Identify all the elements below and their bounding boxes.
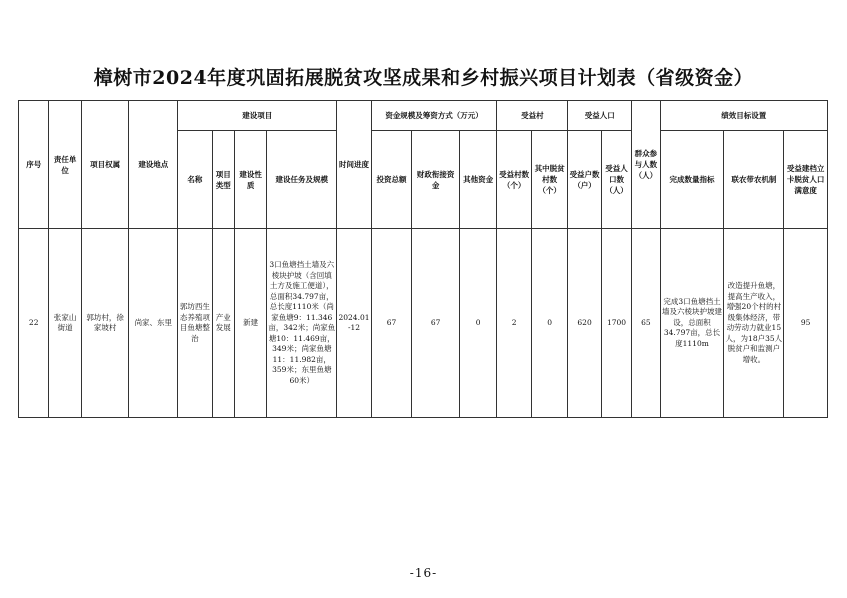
cell-participants: 65 — [632, 229, 660, 418]
header-output: 完成数量指标 — [660, 131, 724, 229]
cell-category: 郭坊村，徐家坡村 — [81, 229, 129, 418]
cell-mechanism: 改造提升鱼塘，提高生产收入，增强20个村的村级集体经济，带动劳动力就业15人，为18户35人脱贫户和监测户增收。 — [724, 229, 784, 418]
header-total: 投资总额 — [371, 131, 412, 229]
cell-seq: 22 — [19, 229, 49, 418]
header-poor-villages: 其中脱贫村数（个） — [531, 131, 567, 229]
header-fund-group: 资金规模及筹资方式（万元） — [371, 101, 497, 131]
cell-nature: 新建 — [234, 229, 266, 418]
header-households: 受益户数（户） — [568, 131, 601, 229]
table-row — [19, 229, 828, 418]
header-population: 受益人口数（人） — [601, 131, 631, 229]
header-location: 建设地点 — [129, 101, 178, 229]
header-villages: 受益村数（个） — [497, 131, 531, 229]
header-unit: 责任单位 — [49, 101, 81, 229]
project-plan-table — [18, 100, 828, 418]
header-category: 项目权属 — [81, 101, 129, 229]
header-mechanism: 联农带农机制 — [724, 131, 784, 229]
page-title: 樟树市2024年度巩固拓展脱贫攻坚成果和乡村振兴项目计划表（省级资金） — [93, 67, 754, 89]
cell-fiscal: 67 — [412, 229, 460, 418]
cell-content: 3口鱼塘挡土墙及六棱块护坡（含回填土方及施工便道），总面积34.797亩，总长度1110米（尚家鱼塘9：11.346亩，342米；尚家鱼塘10：11.469亩，349米；尚家鱼塘11：11.982亩，359米；东里鱼塘60米） — [267, 229, 337, 418]
cell-output: 完成3口鱼塘挡土墙及六棱块护坡建设，总面积34.797亩，总长度1110m — [660, 229, 724, 418]
page-number: -16- — [409, 566, 438, 580]
header-satisfaction: 受益建档立卡脱贫人口满意度 — [784, 131, 828, 229]
cell-name: 郭坊西生态养殖项目鱼塘整治 — [178, 229, 212, 418]
cell-poor-villages: 0 — [531, 229, 567, 418]
header-content: 建设任务及规模 — [267, 131, 337, 229]
cell-other: 0 — [459, 229, 497, 418]
header-nature: 建设性质 — [234, 131, 266, 229]
header-perf-group: 绩效目标设置 — [660, 101, 827, 131]
header-pop-group: 受益人口 — [568, 101, 632, 131]
cell-location: 尚家、东里 — [129, 229, 178, 418]
header-name: 名称 — [178, 131, 212, 229]
header-village-group: 受益村 — [497, 101, 568, 131]
cell-unit: 张家山街道 — [49, 229, 81, 418]
cell-total: 67 — [371, 229, 412, 418]
cell-villages: 2 — [497, 229, 531, 418]
cell-population: 1700 — [601, 229, 631, 418]
cell-satisfaction: 95 — [784, 229, 828, 418]
header-type: 项目类型 — [212, 131, 234, 229]
header-schedule: 时间进度 — [337, 101, 371, 229]
header-seq: 序号 — [19, 101, 49, 229]
header-participants: 群众参与人数（人） — [632, 101, 660, 229]
header-other: 其他资金 — [459, 131, 497, 229]
cell-type: 产业发展 — [212, 229, 234, 418]
cell-households: 620 — [568, 229, 601, 418]
header-fiscal: 财政衔接资金 — [412, 131, 460, 229]
cell-schedule: 2024.01-12 — [337, 229, 371, 418]
header-project-group: 建设项目 — [178, 101, 337, 131]
